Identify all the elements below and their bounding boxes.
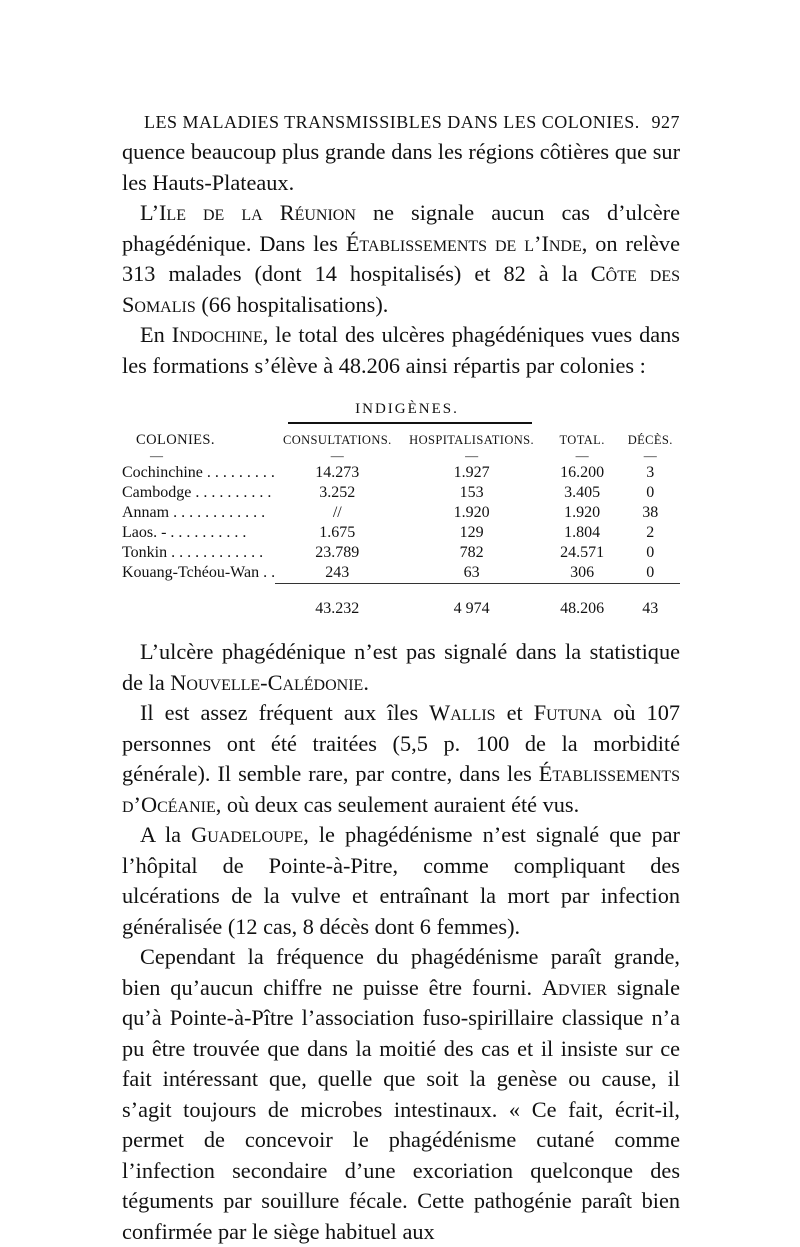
text-run: .: [363, 669, 369, 695]
cell-total: 16.200: [560, 464, 605, 481]
running-head: [122, 112, 680, 133]
col-header-hospitalisations: HOSPITALISATIONS.: [409, 433, 535, 447]
paragraph-guadeloupe: [122, 820, 680, 942]
text-run: En: [140, 322, 172, 347]
table-group-label: INDIGÈNES.: [272, 401, 542, 424]
cell-deces: 3: [646, 464, 655, 481]
place-name: Nouvelle-Calédonie: [170, 669, 364, 695]
place-name: Guadeloupe: [191, 822, 304, 847]
place-name: Établissements d’Océanie: [122, 761, 680, 817]
indochine-table: [122, 401, 680, 619]
col-header-colonies: COLONIES.: [136, 432, 215, 448]
text-run: (66 hospitalisations).: [195, 291, 389, 317]
col-header-consultations: CONSULTATIONS.: [282, 433, 392, 447]
dash: —: [330, 448, 344, 463]
table-total-row: [122, 585, 680, 619]
paragraph-wallis-futuna: [122, 698, 680, 820]
cell-colonie: Tonkin . . . . . . . . . . . .: [122, 544, 264, 561]
cell-colonie: Cambodge . . . . . . . . . .: [122, 484, 272, 501]
text-run: , on relève 313 malades (dont 14 hospitalisés) et 82 à la: [122, 230, 680, 286]
cell-total: 1.804: [564, 524, 601, 541]
cell-consultations: 1.675: [319, 524, 356, 541]
cell-hospitalisations: 63: [463, 564, 480, 581]
paragraph-reunion: [122, 198, 680, 320]
text-run: ne signale aucun cas d’ulcère phagédénique. Dans les: [122, 200, 681, 256]
table-header-row: [122, 424, 680, 449]
cell-colonie: Annam . . . . . . . . . . . .: [122, 504, 266, 521]
cell-hospitalisations: 1.920: [453, 504, 490, 521]
place-name: Futuna: [533, 700, 603, 725]
paragraph-nouvelle-caledonie: [122, 637, 680, 698]
col-header-deces: DÉCÈS.: [627, 433, 673, 447]
cell-consultations: 14.273: [315, 464, 360, 481]
page-number: 927: [651, 112, 680, 132]
data-table: [122, 424, 680, 619]
cell-consultations: //: [332, 504, 342, 521]
dash: —: [465, 448, 479, 463]
cell-consultations: 243: [325, 564, 350, 581]
place-name: Indochine: [171, 322, 263, 347]
table-row: [122, 503, 680, 523]
dash: —: [643, 448, 657, 463]
cell-deces: 0: [646, 484, 655, 501]
cell-deces: 0: [646, 564, 655, 581]
place-name: Établissements de l’Inde: [345, 230, 582, 256]
author-name: Advier: [541, 974, 607, 1000]
paragraph-frequence: [122, 942, 680, 1247]
cell-total: 24.571: [560, 544, 605, 561]
cell-total: 306: [570, 564, 595, 581]
cell-consultations: 23.789: [315, 544, 360, 561]
cell-hospitalisations: 129: [459, 524, 484, 541]
dash-row: [122, 449, 680, 463]
paragraph-hauts-plateaux: [122, 137, 680, 198]
table-row: [122, 483, 680, 503]
text-run: Cependant la fréquence du phagédénisme paraît grande, bien qu’aucun chiffre ne puisse être fourni.: [122, 944, 680, 1000]
text-run: A la: [140, 822, 192, 847]
text-run: , le total des ulcères phagédéniques vues dans les formations s’élève à 48.206 ainsi répartis par colonies :: [122, 322, 680, 378]
cell-consultations: 3.252: [319, 484, 356, 501]
text-run: signale qu’à Pointe-à-Pître l’association fuso-spirillaire classique n’a pu être trouvée que dans la moitié des cas et il insiste sur ce fait intéressant que, quelle que soit la genèse ou cause, il s’agit toujours de microbes intestinaux. « Ce fait, écrit-il, permet de concevoir le phagédénisme cutané comme l’infection secondaire d’une excoriation quelconque des téguments par souillure fécale. Cette pathogénie paraît bien confirmée par le siège habituel aux: [122, 974, 680, 1244]
table-row: [122, 543, 680, 563]
cell-colonie: Kouang-Tchéou-Wan . .: [122, 564, 276, 582]
cell-hospitalisations: 782: [459, 544, 484, 561]
cell-colonie: Cochinchine . . . . . . . . .: [122, 464, 275, 481]
cell-total: 1.920: [564, 504, 601, 521]
cell-total: 3.405: [564, 484, 601, 501]
running-title: LES MALADIES TRANSMISSIBLES DANS LES COLONIES.: [144, 112, 640, 132]
place-name: Ile de la Réunion: [159, 200, 356, 225]
text-run: et: [495, 700, 534, 725]
place-name: Côte des Somalis: [122, 261, 680, 317]
dash: —: [575, 448, 589, 463]
total-hospitalisations: 4 974: [453, 600, 490, 617]
table-row: [122, 563, 680, 584]
text-run: où 107 personnes ont été traitées (5,5 p. 100 de la morbidité générale). Il semble rare, par contre, dans les: [122, 700, 680, 786]
dash: —: [150, 448, 163, 463]
col-header-total: TOTAL.: [559, 433, 605, 447]
cell-hospitalisations: 1.927: [453, 464, 490, 481]
text-run: L’ulcère phagédénique n’est pas signalé dans la statistique de la: [122, 639, 680, 695]
place-name: Wallis: [429, 700, 496, 725]
text-run: , le phagédénisme n’est signalé que par l’hôpital de Pointe-à-Pitre, comme compliquant des ulcérations de la vulve et entraînant la mort par infection généralisée (12 cas, 8 décès dont 6 femmes).: [122, 822, 680, 939]
text-run: Il est assez fréquent aux îles: [140, 700, 430, 725]
total-deces: 43: [642, 600, 659, 617]
text-run: , où deux cas seulement auraient été vus.: [215, 791, 580, 817]
page: [122, 112, 680, 1247]
cell-deces: 2: [646, 524, 655, 541]
table-row: [122, 463, 680, 483]
cell-deces: 38: [642, 504, 659, 521]
total-total: 48.206: [560, 600, 605, 617]
table-row: [122, 523, 680, 543]
total-consultations: 43.232: [315, 600, 360, 617]
text-run: L’: [140, 200, 159, 225]
cell-deces: 0: [646, 544, 655, 561]
paragraph-text: quence beaucoup plus grande dans les régions côtières que sur les Hauts-Plateaux.: [122, 139, 680, 195]
cell-colonie: Laos. - . . . . . . . . . .: [122, 524, 247, 541]
cell-hospitalisations: 153: [459, 484, 484, 501]
paragraph-indochine: [122, 320, 680, 381]
